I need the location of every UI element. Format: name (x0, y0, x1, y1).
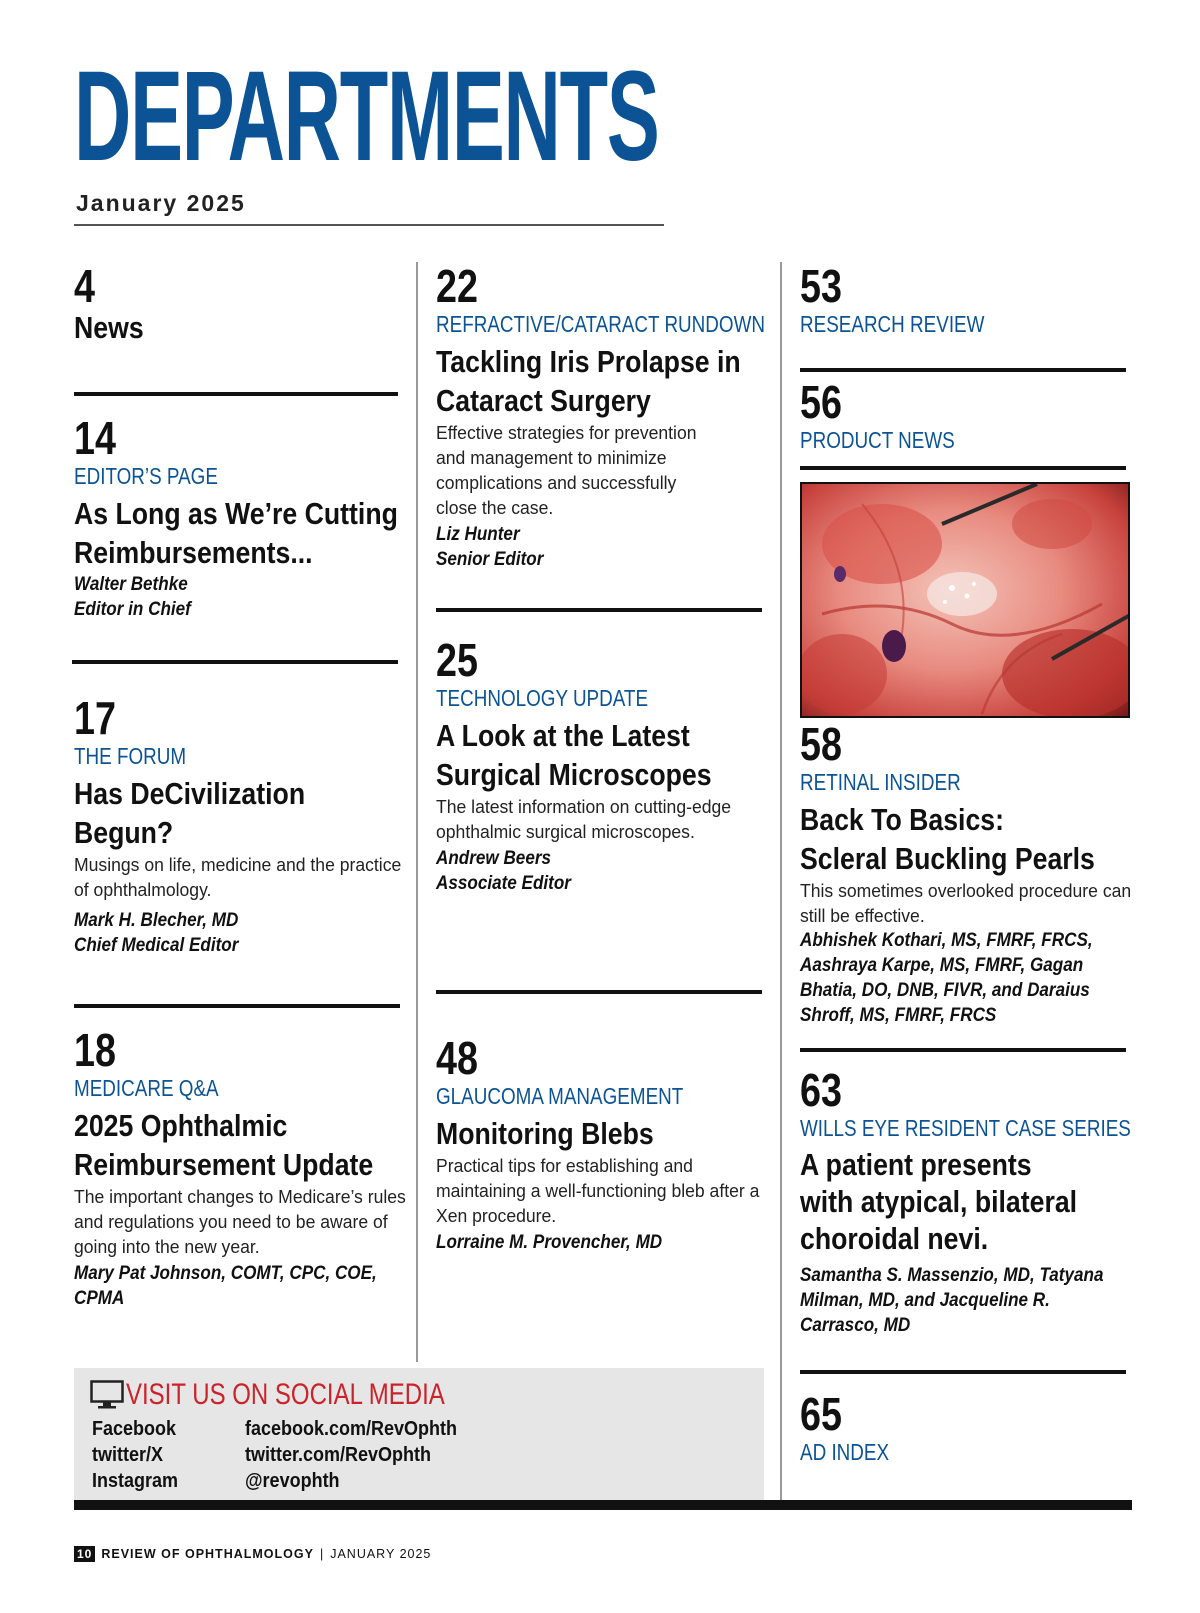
department-label: REFRACTIVE/CATARACT RUNDOWN (436, 311, 766, 337)
toc-entry-news[interactable] (74, 262, 404, 347)
department-label: MEDICARE Q&A (74, 1075, 219, 1101)
social-title: VISIT US ON SOCIAL MEDIA (126, 1378, 445, 1411)
toc-entry-wills-eye[interactable] (800, 1066, 1130, 1338)
footer-issue: JANUARY 2025 (330, 1547, 432, 1561)
masthead-divider (74, 224, 664, 226)
page-number: 4 (74, 260, 95, 312)
toc-entry-retinal-insider[interactable] (800, 720, 1130, 1028)
section-divider (800, 1370, 1126, 1374)
department-label: PRODUCT NEWS (800, 427, 955, 453)
toc-entry-the-forum[interactable] (74, 694, 404, 958)
byline: Lorraine M. Provencher, MD (436, 1232, 663, 1253)
deck: Effective strategies for prevention and management to minimize complications and successfully close the case. (436, 422, 697, 518)
byline: Samantha S. Massenzio, MD, Tatyana Milman, MD, and Jacqueline R. Carrasco, MD (800, 1265, 1104, 1336)
toc-entry-glaucoma-management[interactable] (436, 1034, 766, 1255)
department-label: GLAUCOMA MANAGEMENT (436, 1083, 684, 1109)
deck: Practical tips for establishing and maintaining a well-functioning bleb after a Xen procedure. (436, 1155, 760, 1226)
toc-entry-ad-index[interactable] (800, 1390, 1130, 1466)
social-row-facebook[interactable] (92, 1416, 458, 1442)
social-label: Instagram (92, 1470, 179, 1492)
page-number: 14 (74, 412, 116, 464)
department-label: THE FORUM (74, 743, 187, 769)
page-number: 22 (436, 260, 478, 312)
byline: Senior Editor (436, 549, 544, 570)
page-footer (74, 1546, 431, 1562)
deck: This sometimes overlooked procedure can still be effective. (800, 880, 1132, 926)
department-label: RETINAL INSIDER (800, 769, 961, 795)
column-divider (416, 262, 418, 1362)
social-label: twitter/X (92, 1444, 164, 1466)
page-number: 63 (800, 1064, 842, 1116)
headline: Back To Basics: Scleral Buckling Pearls (800, 802, 1095, 876)
social-media-box (74, 1368, 764, 1500)
footer-separator: | (319, 1547, 325, 1561)
page-number: 65 (800, 1388, 842, 1440)
section-divider (800, 368, 1126, 372)
toc-entry-research-review[interactable] (800, 262, 1130, 338)
byline: Mary Pat Johnson, COMT, CPC, COE, CPMA (74, 1263, 377, 1309)
headline: A patient presents with atypical, bilateral choroidal nevi. (800, 1147, 1078, 1256)
headline: News (74, 310, 144, 345)
toc-entry-editors-page[interactable] (74, 414, 404, 622)
footer-page-number: 10 (74, 1546, 95, 1562)
byline: Chief Medical Editor (74, 935, 239, 956)
bottom-rule (74, 1500, 1132, 1510)
department-label: TECHNOLOGY UPDATE (436, 685, 649, 711)
page-number: 48 (436, 1032, 478, 1084)
social-row-twitter[interactable] (92, 1442, 432, 1468)
department-label: RESEARCH REVIEW (800, 311, 985, 337)
byline: Associate Editor (436, 873, 571, 894)
byline: Mark H. Blecher, MD (74, 910, 239, 931)
byline: Andrew Beers (436, 848, 552, 869)
issue-date: January 2025 (76, 190, 246, 216)
section-divider (800, 1048, 1126, 1052)
page-number: 17 (74, 692, 116, 744)
section-divider (74, 1004, 400, 1008)
section-divider (436, 608, 762, 612)
social-link[interactable]: twitter.com/RevOphth (245, 1444, 432, 1466)
surgical-photo (800, 482, 1130, 718)
page-number: 25 (436, 634, 478, 686)
headline: A Look at the Latest Surgical Microscopes (436, 718, 712, 792)
page-title: DEPARTMENTS (74, 45, 659, 188)
page-number: 18 (74, 1024, 116, 1076)
page-number: 58 (800, 718, 842, 770)
social-label: Facebook (92, 1418, 177, 1440)
department-label: AD INDEX (800, 1439, 890, 1465)
headline: 2025 Ophthalmic Reimbursement Update (74, 1108, 374, 1182)
deck: The important changes to Medicare’s rules and regulations you need to be aware of going into the new year. (74, 1186, 406, 1257)
toc-entry-technology-update[interactable] (436, 636, 766, 896)
byline: Abhishek Kothari, MS, FMRF, FRCS, Aashraya Karpe, MS, FMRF, Gagan Bhatia, DO, DNB, FIVR, and Daraius Shroff, MS, FMRF, FRCS (800, 930, 1093, 1026)
social-link[interactable]: @revophth (245, 1470, 340, 1492)
department-label: EDITOR’S PAGE (74, 463, 218, 489)
social-row-instagram[interactable] (92, 1468, 340, 1494)
department-label: WILLS EYE RESIDENT CASE SERIES (800, 1115, 1131, 1141)
headline: As Long as We’re Cutting Reimbursements... (74, 496, 398, 570)
headline: Has DeCivilization Begun? (74, 776, 306, 850)
deck: Musings on life, medicine and the practice of ophthalmology. (74, 854, 402, 900)
section-divider (72, 660, 398, 664)
toc-entry-medicare-qa[interactable] (74, 1026, 404, 1311)
deck: The latest information on cutting-edge ophthalmic surgical microscopes. (436, 796, 732, 842)
column-divider (780, 262, 782, 1504)
section-divider (800, 466, 1126, 470)
byline: Liz Hunter (436, 524, 520, 545)
monitor-icon (90, 1380, 124, 1410)
masthead (74, 45, 664, 216)
section-divider (74, 392, 398, 396)
page-number: 53 (800, 260, 842, 312)
footer-magazine-name: REVIEW OF OPHTHALMOLOGY (101, 1547, 314, 1561)
toc-entry-refractive-cataract[interactable] (436, 262, 766, 572)
social-link[interactable]: facebook.com/RevOphth (245, 1418, 458, 1440)
headline: Tackling Iris Prolapse in Cataract Surgery (436, 344, 741, 418)
byline: Editor in Chief (74, 599, 191, 620)
page-number: 56 (800, 376, 842, 428)
toc-entry-product-news[interactable] (800, 378, 1130, 454)
section-divider (436, 990, 762, 994)
byline: Walter Bethke (74, 574, 188, 595)
headline: Monitoring Blebs (436, 1116, 654, 1151)
